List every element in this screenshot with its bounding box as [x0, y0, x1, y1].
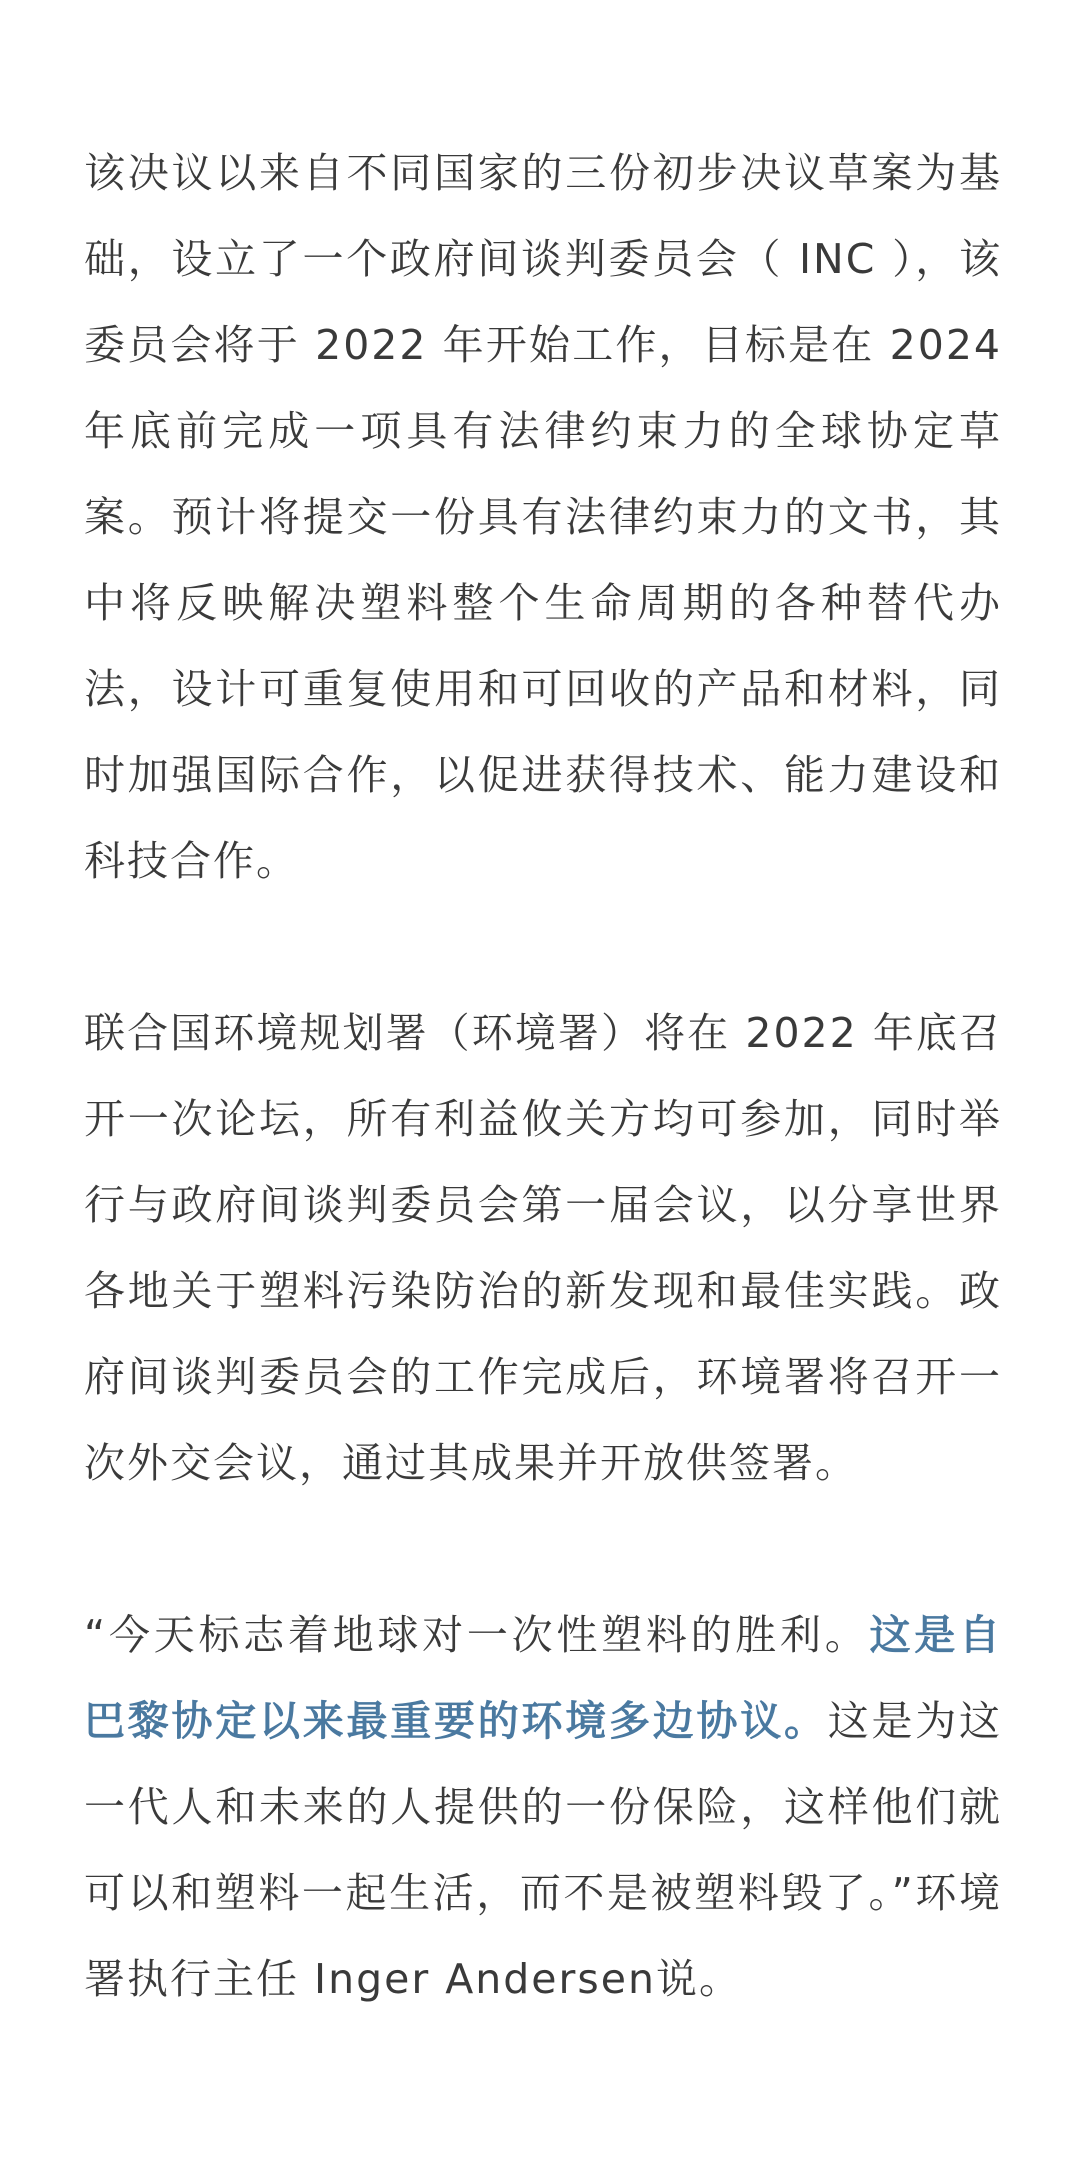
- article-body: [84, 130, 1002, 2022]
- paragraph-inc-resolution: 该决议以来自不同国家的三份初步决议草案为基础，设立了一个政府间谈判委员会（ INC ），该委员会将于 2022 年开始工作，目标是在 2024 年底前完成一项具有法律约束力的全球协定草案。预计将提交一份具有法律约束力的文书，其中将反映解决塑料整个生命周期的各种替代办法，设计可重复使用和可回收的产品和材料，同时加强国际合作，以促进获得技术、能力建设和科技合作。: [84, 149, 1002, 885]
- quote-text-end: 这是为这一代人和未来的人提供的一份保险，这样他们就可以和塑料一起生活，而不是被塑料毁了。”环境署执行主任 Inger Andersen说。: [84, 1697, 1002, 2003]
- quote-highlight: 这是自巴黎协定以来最重要的环境多边协议。: [84, 1611, 1002, 1745]
- quote-text-start: “今天标志着地球对一次性塑料的胜利。: [84, 1611, 870, 1659]
- paragraph-unep-forum: 联合国环境规划署（环境署）将在 2022 年底召开一次论坛，所有利益攸关方均可参加，同时举行与政府间谈判委员会第一届会议，以分享世界各地关于塑料污染防治的新发现和最佳实践。政府间谈判委员会的工作完成后，环境署将召开一次外交会议，通过其成果并开放供签署。: [84, 1009, 1002, 1487]
- paragraph-quote: [84, 1592, 1002, 2022]
